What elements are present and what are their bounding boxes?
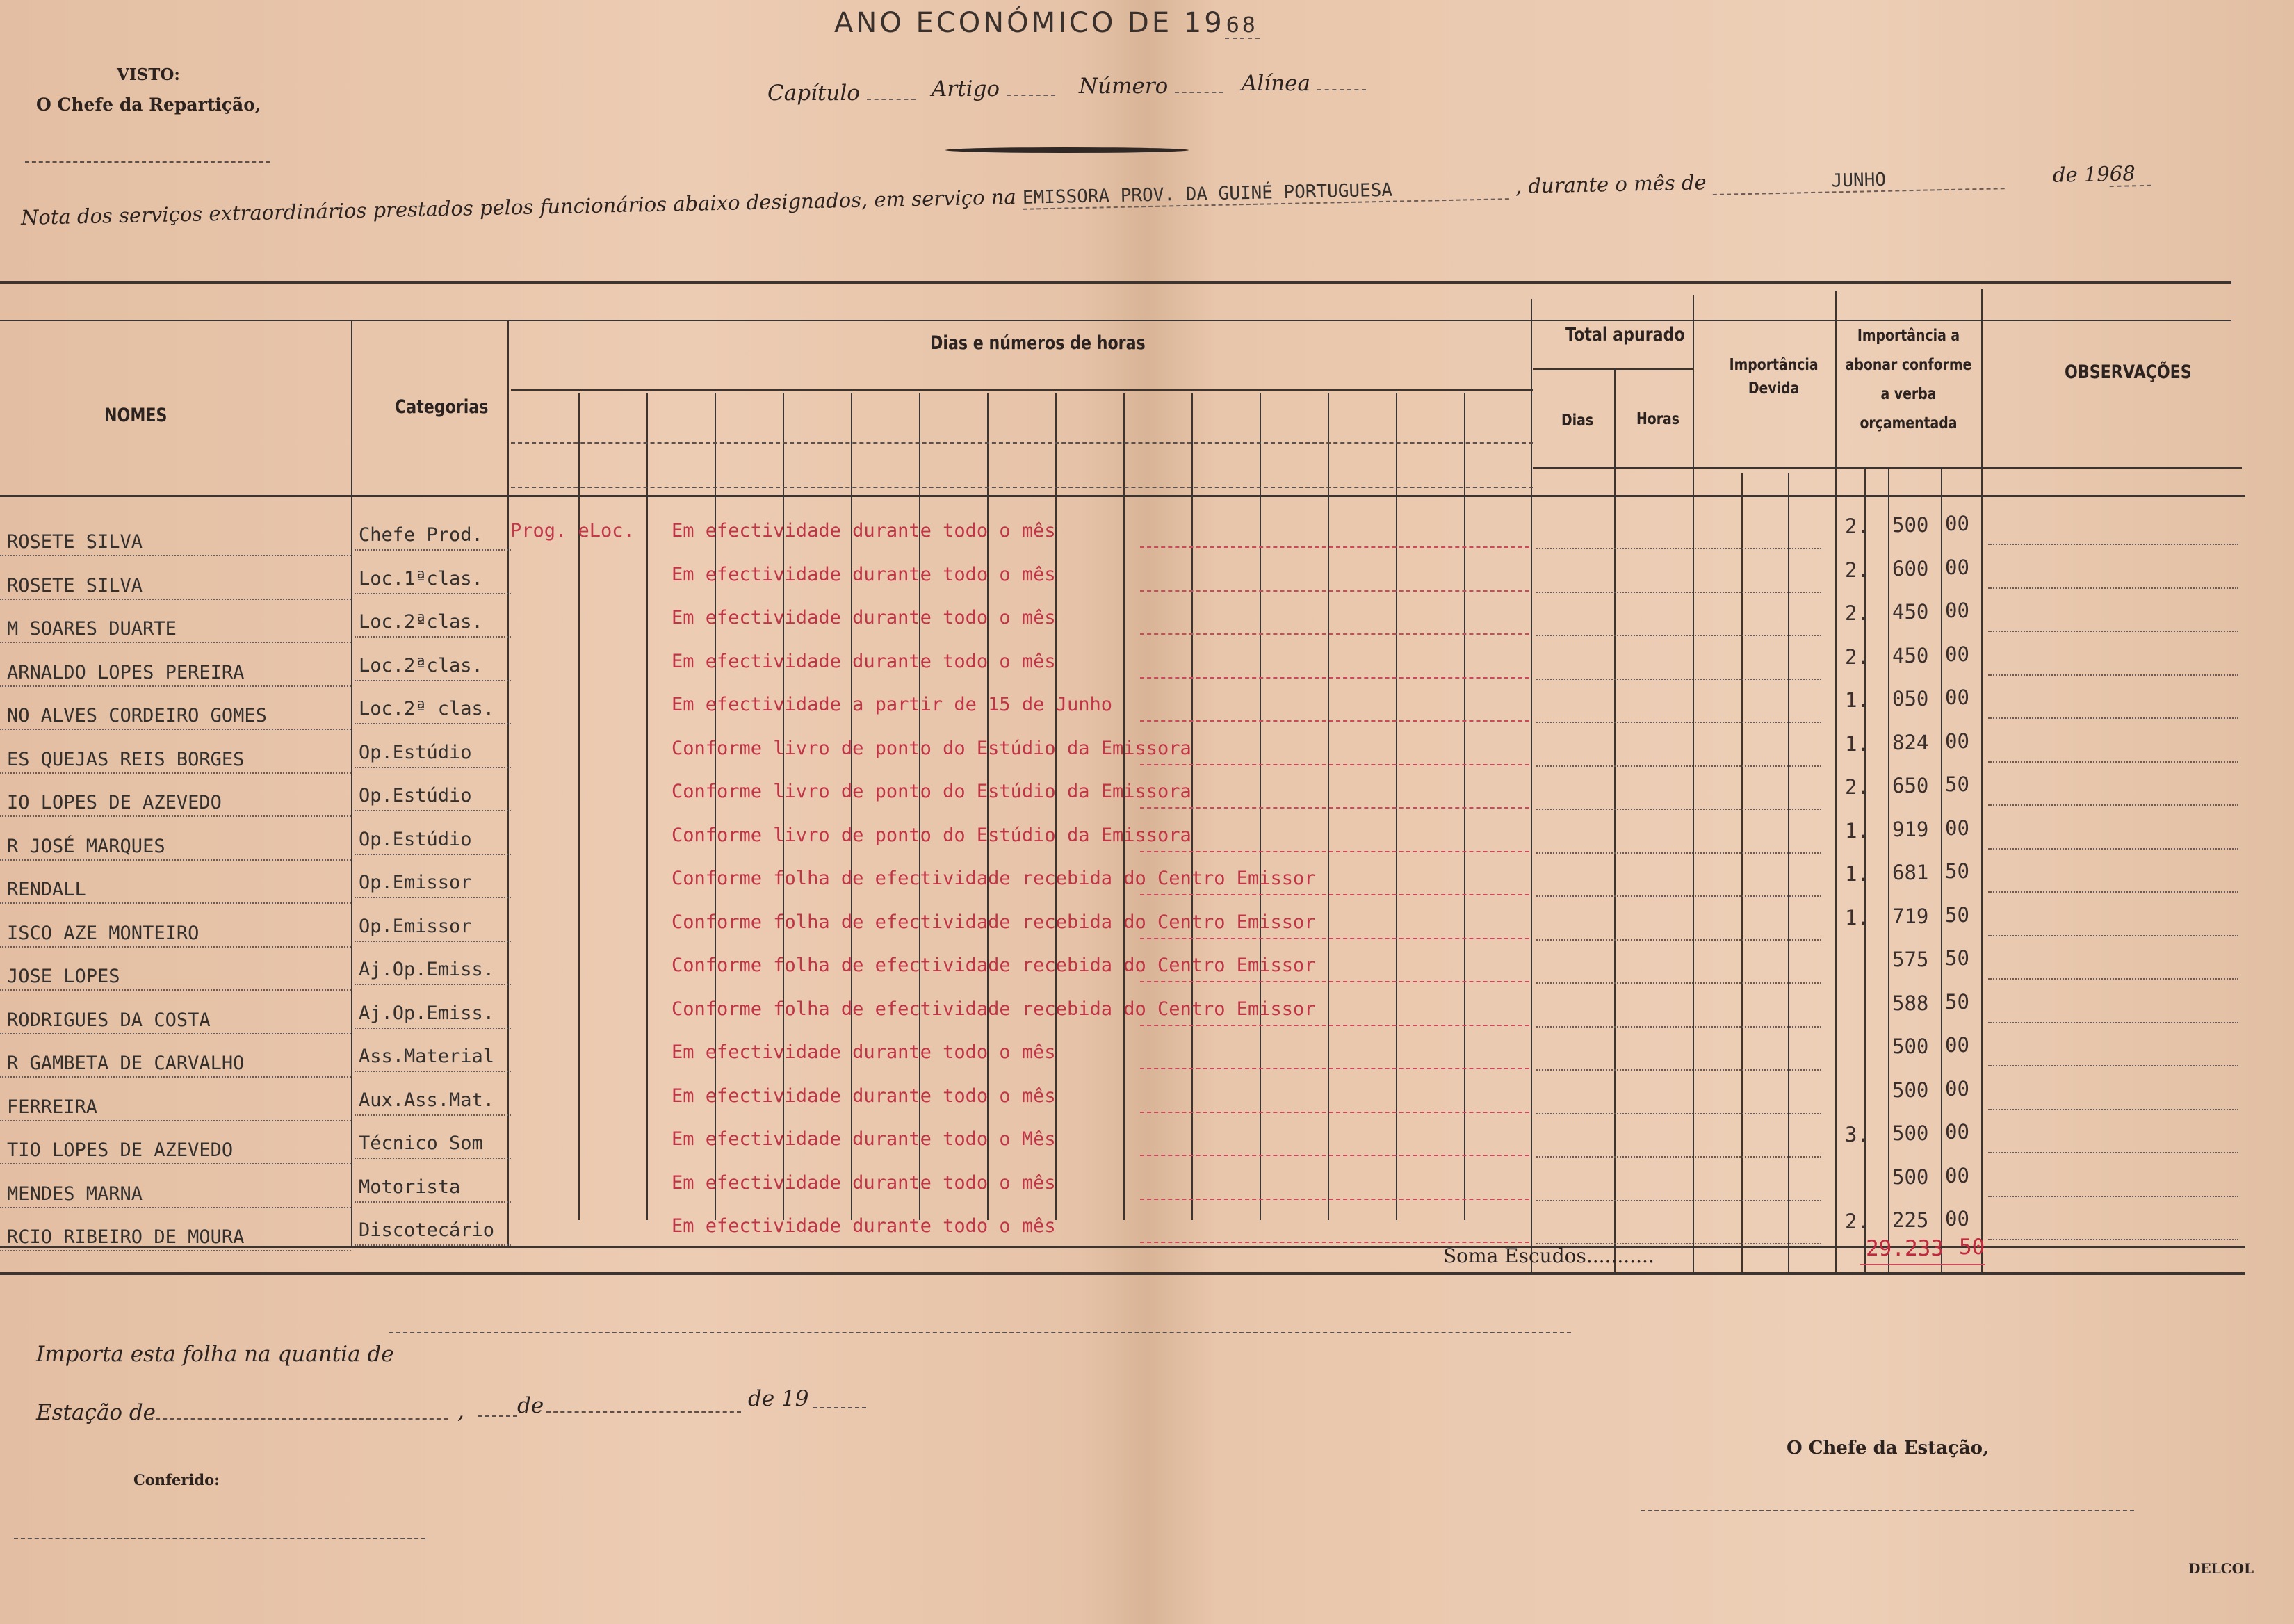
estacao-label: Estação de xyxy=(36,1400,156,1425)
employee-category: Op.Estúdio xyxy=(359,785,472,806)
amount-value: 500 xyxy=(1892,513,1929,537)
amount-cents: 00 xyxy=(1945,1033,1969,1057)
row-rule xyxy=(1140,807,1529,809)
amount-value: 575 xyxy=(1892,948,1929,971)
employee-category: Loc.1ªclas. xyxy=(359,567,483,590)
soma-value: 29.233 xyxy=(1866,1236,1944,1261)
row-rule xyxy=(1140,938,1529,939)
employee-name: ROSETE SILVA xyxy=(7,531,143,553)
employee-name: NO ALVES CORDEIRO GOMES xyxy=(7,705,267,726)
chefe-reparticao-label: O Chefe da Repartição, xyxy=(36,95,261,115)
employee-category: Op.Estúdio xyxy=(359,741,472,763)
row-rule xyxy=(0,729,351,730)
row-rule xyxy=(1536,1156,1821,1158)
employee-category: Ass.Material xyxy=(359,1046,495,1067)
amount-value: 500 xyxy=(1892,1034,1929,1058)
row-rule xyxy=(355,854,511,855)
row-rule xyxy=(355,723,511,724)
service-note: Nota dos serviços extraordinários prestados pelos funcionários abaixo designados, em serviço na EMISSORA PROV. DA GUINÉ PORTUGUESA , durante o mês de JUNHO de 1968 xyxy=(21,161,2152,231)
amount-thousands: 3. xyxy=(1845,1123,1869,1146)
row-rule xyxy=(1988,1109,2238,1110)
soma-label: Soma Escudos........... xyxy=(1443,1244,1654,1267)
employee-name: IO LOPES DE AZEVEDO xyxy=(7,792,222,813)
header-observacoes: OBSERVAÇÕES xyxy=(2065,362,2192,383)
row-rule xyxy=(1988,891,2238,893)
row-rule xyxy=(1988,1065,2238,1066)
amount-value: 650 xyxy=(1892,774,1929,797)
row-rule xyxy=(1536,939,1821,941)
employee-category: Motorista xyxy=(359,1176,461,1198)
employee-name: RENDALL xyxy=(7,879,86,900)
service-note-text: Conforme folha de efectividade recebida do Centro Emissor xyxy=(672,868,1316,889)
page-title: ANO ECONÓMICO DE 1968 xyxy=(834,7,1258,39)
row-rule xyxy=(1988,1196,2238,1197)
service-note-text: Em efectividade durante todo o Mês xyxy=(672,1128,1056,1150)
row-rule xyxy=(0,555,351,556)
row-rule xyxy=(1988,761,2238,763)
header-nomes: NOMES xyxy=(104,405,168,426)
signature-line-reparticao xyxy=(25,161,270,163)
amount-thousands: 2. xyxy=(1845,601,1869,625)
row-rule xyxy=(1140,1242,1529,1243)
employee-name: ROSETE SILVA xyxy=(7,574,143,596)
amount-value: 225 xyxy=(1892,1208,1929,1232)
amount-thousands: 1. xyxy=(1845,731,1869,756)
service-note-text: Conforme folha de efectividade recebida do Centro Emissor xyxy=(672,955,1316,976)
row-rule xyxy=(1536,1069,1821,1071)
row-rule xyxy=(0,1207,351,1208)
employee-name: R JOSÉ MARQUES xyxy=(7,835,165,857)
row-rule xyxy=(0,1163,351,1164)
row-rule xyxy=(1140,720,1529,722)
row-rule xyxy=(1988,848,2238,850)
service-note-text: Em efectividade durante todo o mês xyxy=(672,607,1056,628)
row-rule xyxy=(1140,1112,1529,1113)
month-line xyxy=(546,1411,741,1413)
row-rule xyxy=(1988,544,2238,545)
year-field: 68 xyxy=(1226,13,1258,38)
soma-cents: 50 xyxy=(1959,1235,1985,1260)
amount-value: 500 xyxy=(1892,1078,1929,1102)
service-note-text: Em efectividade durante todo o mês xyxy=(672,1041,1056,1063)
employee-category: Aj.Op.Emiss. xyxy=(359,1002,495,1024)
numero-label: Número xyxy=(1079,74,1223,99)
row-rule xyxy=(0,1076,351,1078)
row-rule xyxy=(0,642,351,643)
employee-name: TIO LOPES DE AZEVEDO xyxy=(7,1139,234,1161)
row-rule xyxy=(1536,1026,1821,1028)
amount-value: 824 xyxy=(1892,730,1929,754)
amount-value: 681 xyxy=(1892,861,1929,884)
row-rule xyxy=(355,549,511,551)
importa-line xyxy=(389,1332,1571,1333)
row-rule xyxy=(1988,1239,2238,1240)
note-prefix: Prog. eLoc. xyxy=(510,520,635,542)
employee-name: ES QUEJAS REIS BORGES xyxy=(7,748,245,770)
employee-category: Aux.Ass.Mat. xyxy=(359,1089,495,1111)
day-line xyxy=(478,1415,517,1417)
amount-thousands: 2. xyxy=(1845,644,1869,669)
row-rule xyxy=(355,1028,511,1029)
row-rule xyxy=(1536,765,1821,767)
header-total-apurado: Total apurado xyxy=(1565,324,1685,346)
row-rule xyxy=(0,902,351,904)
employee-name: M SOARES DUARTE xyxy=(7,618,177,640)
service-field: EMISSORA PROV. DA GUINÉ PORTUGUESA xyxy=(1023,177,1510,210)
amount-cents: 50 xyxy=(1945,902,1969,927)
row-rule xyxy=(1140,851,1529,852)
conferido-line xyxy=(14,1538,425,1539)
service-note-text: Em efectividade durante todo o mês xyxy=(672,650,1056,672)
amount-cents: 00 xyxy=(1945,729,1969,753)
service-note-text: Conforme livro de ponto do Estúdio da Emissora xyxy=(672,781,1191,802)
row-rule xyxy=(1536,982,1821,984)
visto-label: VISTO: xyxy=(117,65,180,84)
employee-category: Op.Emissor xyxy=(359,872,472,893)
employee-name: JOSE LOPES xyxy=(7,966,120,987)
row-rule xyxy=(355,1114,511,1116)
amount-cents: 00 xyxy=(1945,1120,1969,1144)
service-note-text: Em efectividade durante todo o mês xyxy=(672,1171,1056,1194)
row-rule xyxy=(1988,674,2238,676)
importa-label: Importa esta folha na quantia de xyxy=(36,1342,394,1367)
row-rule xyxy=(1988,935,2238,936)
row-rule xyxy=(1988,1022,2238,1023)
amount-thousands: 1. xyxy=(1845,862,1869,886)
header-categorias: Categorias xyxy=(395,396,489,418)
amount-thousands: 1. xyxy=(1845,905,1869,929)
row-rule xyxy=(1140,633,1529,635)
row-rule xyxy=(1988,587,2238,589)
row-rule xyxy=(1140,1068,1529,1069)
row-rule xyxy=(1988,1152,2238,1153)
service-note-text: Conforme livro de ponto do Estúdio da Emissora xyxy=(672,737,1191,759)
row-rule xyxy=(1988,717,2238,719)
header-importancia-abonar: Importância a abonar conforme a verba orçamentada xyxy=(1845,327,1972,432)
row-rule xyxy=(1536,852,1821,854)
row-rule xyxy=(0,1250,351,1251)
row-rule xyxy=(0,1033,351,1034)
row-rule xyxy=(355,941,511,942)
employee-name: R GAMBETA DE CARVALHO xyxy=(7,1053,245,1074)
row-rule xyxy=(1140,764,1529,765)
employee-category: Discotecário xyxy=(359,1219,495,1241)
month-field: JUNHO xyxy=(1713,167,2006,195)
amount-cents: 50 xyxy=(1945,859,1969,883)
employee-category: Técnico Som xyxy=(359,1132,483,1154)
row-rule xyxy=(0,859,351,861)
estacao-line xyxy=(149,1418,448,1420)
amount-cents: 00 xyxy=(1945,512,1969,535)
row-rule xyxy=(1140,677,1529,679)
year-line xyxy=(813,1407,866,1408)
row-rule xyxy=(355,767,511,768)
amount-thousands: 2. xyxy=(1845,775,1869,799)
amount-thousands: 2. xyxy=(1845,558,1869,582)
row-rule xyxy=(1140,546,1529,548)
row-rule xyxy=(0,599,351,600)
amount-cents: 50 xyxy=(1945,772,1969,796)
header-horas: Horas xyxy=(1636,410,1679,428)
row-rule xyxy=(0,772,351,774)
employee-category: Loc.2ªclas. xyxy=(359,611,483,633)
conferido-label: Conferido: xyxy=(133,1471,220,1488)
row-rule xyxy=(1140,590,1529,592)
amount-value: 600 xyxy=(1892,556,1929,580)
amount-value: 919 xyxy=(1892,817,1929,841)
employee-name: MENDES MARNA xyxy=(7,1183,143,1205)
row-rule xyxy=(355,810,511,811)
service-note-text: Conforme folha de efectividade recebida do Centro Emissor xyxy=(672,911,1316,933)
amount-cents: 50 xyxy=(1945,946,1969,970)
comma-separator: , xyxy=(457,1399,464,1424)
amount-value: 500 xyxy=(1892,1121,1929,1145)
row-rule xyxy=(355,1158,511,1159)
amount-value: 050 xyxy=(1892,687,1929,710)
employee-name: ARNALDO LOPES PEREIRA xyxy=(7,661,245,683)
row-rule xyxy=(355,636,511,638)
amount-cents: 00 xyxy=(1945,642,1969,666)
row-rule xyxy=(1536,722,1821,723)
row-rule xyxy=(355,680,511,681)
amount-value: 719 xyxy=(1892,904,1929,928)
row-rule xyxy=(1536,809,1821,810)
artigo-label: Artigo xyxy=(932,76,1055,102)
employee-category: Op.Estúdio xyxy=(359,828,472,850)
row-rule xyxy=(355,1201,511,1203)
de-label: de xyxy=(517,1393,544,1418)
amount-value: 450 xyxy=(1892,600,1929,624)
employee-category: Chefe Prod. xyxy=(359,524,483,546)
amount-cents: 50 xyxy=(1945,989,1969,1014)
row-rule xyxy=(355,897,511,898)
row-rule xyxy=(1140,981,1529,982)
amount-cents: 00 xyxy=(1945,1207,1969,1231)
row-rule xyxy=(1140,894,1529,895)
row-rule xyxy=(355,593,511,594)
service-note-text: Conforme folha de efectividade recebida do Centro Emissor xyxy=(672,998,1316,1020)
row-rule xyxy=(355,1244,511,1246)
capitulo-label: Capítulo xyxy=(767,81,916,106)
printer-mark: DELCOL xyxy=(2188,1560,2254,1577)
chefe-estacao-line xyxy=(1641,1510,2134,1511)
row-rule xyxy=(0,946,351,948)
amount-value: 450 xyxy=(1892,643,1929,667)
row-rule xyxy=(1536,1113,1821,1114)
row-rule xyxy=(1536,548,1821,549)
service-note-text: Em efectividade durante todo o mês xyxy=(672,520,1056,542)
amount-thousands: 2. xyxy=(1845,1210,1869,1233)
amount-cents: 00 xyxy=(1945,1076,1969,1101)
employee-name: ISCO AZE MONTEIRO xyxy=(7,922,200,944)
row-rule xyxy=(1140,1199,1529,1200)
row-rule xyxy=(1140,1025,1529,1026)
alinea-label: Alínea xyxy=(1242,71,1366,96)
row-rule xyxy=(0,685,351,687)
row-rule xyxy=(0,815,351,817)
amount-thousands: 1. xyxy=(1845,688,1869,712)
service-note-text: Conforme livro de ponto do Estúdio da Emissora xyxy=(672,824,1191,846)
employee-name: RODRIGUES DA COSTA xyxy=(7,1009,211,1031)
header-dias-horas: Dias e números de horas xyxy=(930,332,1146,354)
soma-underline xyxy=(1860,1264,1985,1265)
de19-label: de 19 xyxy=(748,1386,809,1411)
amount-cents: 00 xyxy=(1945,685,1969,709)
row-rule xyxy=(355,1071,511,1072)
header-importancia-devida: Importância Devida xyxy=(1729,356,1819,398)
row-rule xyxy=(1988,804,2238,806)
employee-category: Loc.2ª clas. xyxy=(359,698,495,720)
row-rule xyxy=(1536,1200,1821,1201)
employee-category: Aj.Op.Emiss. xyxy=(359,959,495,980)
row-rule xyxy=(1988,631,2238,632)
row-rule xyxy=(1988,978,2238,980)
employee-category: Loc.2ªclas. xyxy=(359,654,483,676)
employee-name: RCIO RIBEIRO DE MOURA xyxy=(7,1226,245,1248)
employee-category: Op.Emissor xyxy=(359,915,472,937)
service-note-text: Em efectividade durante todo o mês xyxy=(672,1215,1056,1237)
amount-thousands: 1. xyxy=(1845,818,1869,843)
amount-cents: 00 xyxy=(1945,815,1969,840)
amount-cents: 00 xyxy=(1945,599,1969,622)
service-note-text: Em efectividade a partir de 15 de Junho xyxy=(672,694,1112,715)
header-dias: Dias xyxy=(1561,412,1594,430)
row-rule xyxy=(355,984,511,985)
amount-cents: 00 xyxy=(1945,555,1969,579)
amount-value: 500 xyxy=(1892,1164,1929,1189)
row-rule xyxy=(1536,635,1821,636)
service-note-text: Em efectividade durante todo o mês xyxy=(672,1085,1056,1107)
service-note-text: Em efectividade durante todo o mês xyxy=(672,563,1056,585)
row-rule xyxy=(0,989,351,991)
row-rule xyxy=(1536,679,1821,680)
row-rule xyxy=(1536,895,1821,897)
row-rule xyxy=(0,1120,351,1121)
amount-cents: 00 xyxy=(1945,1163,1969,1187)
amount-thousands: 2. xyxy=(1845,514,1869,538)
employee-name: FERREIRA xyxy=(7,1096,98,1118)
amount-value: 588 xyxy=(1892,991,1929,1015)
decorative-divider xyxy=(945,147,1189,153)
row-rule xyxy=(1140,1155,1529,1156)
row-rule xyxy=(1536,592,1821,593)
chefe-estacao-label: O Chefe da Estação, xyxy=(1787,1438,1990,1459)
